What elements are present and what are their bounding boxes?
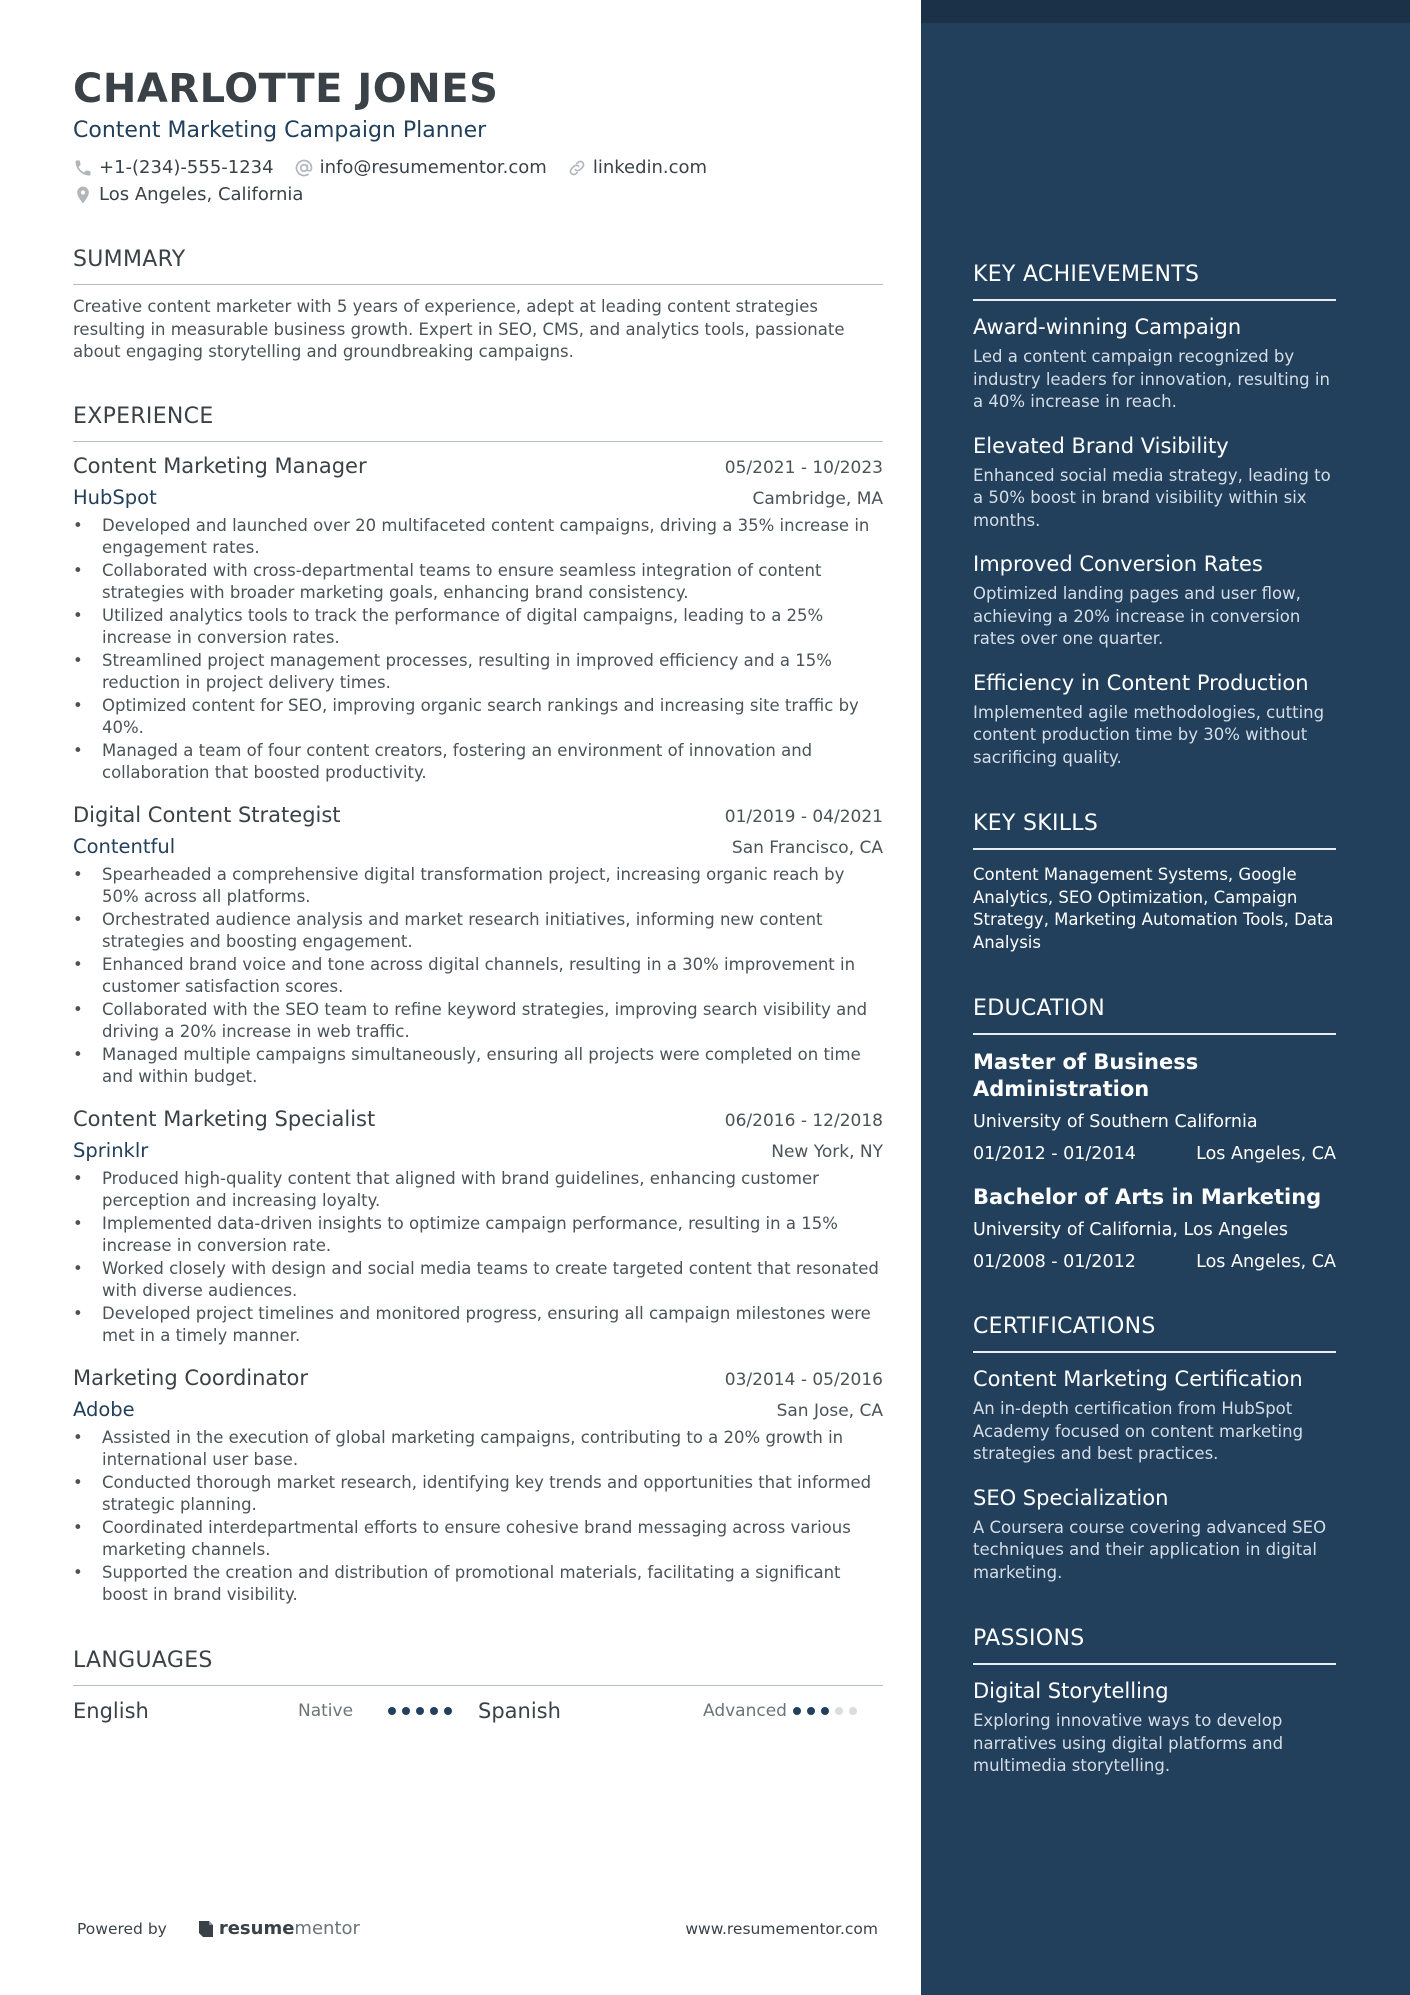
skills-section (973, 811, 1336, 954)
achievements-section (973, 262, 1336, 769)
experience-section (73, 404, 883, 1607)
certifications-item-desc: An in-depth certification from HubSpot Academy focused on content marketing strategies and best practices. (973, 1399, 1304, 1463)
job-dates: 05/2021 - 10/2023 (724, 457, 883, 478)
education-meta-row (973, 1252, 1336, 1272)
job-entry (73, 454, 883, 785)
email-text[interactable]: info@resumementor.com (319, 157, 547, 178)
passion-list (973, 1679, 1336, 1778)
education-title: EDUCATION (973, 996, 1336, 1035)
bullet-item: • Worked closely with design and social media teams to create targeted content that resonated with diverse audiences. (73, 1258, 883, 1303)
location-pin-icon (73, 185, 93, 205)
education-dates: 01/2008 - 01/2012 (973, 1252, 1136, 1272)
job-company: Adobe (73, 1397, 135, 1421)
bullet-item: • Supported the creation and distribution of promotional materials, facilitating a significant boost in brand visibility. (73, 1562, 883, 1607)
bullet-item: • Assisted in the execution of global marketing campaigns, contributing to a 20% growth in international user base. (73, 1427, 883, 1472)
bullet-item: • Conducted thorough market research, identifying key trends and opportunities that informed strategic planning. (73, 1472, 883, 1517)
at-icon (294, 158, 314, 178)
achievements-title: KEY ACHIEVEMENTS (973, 262, 1336, 301)
job-location: San Jose, CA (776, 1400, 883, 1421)
job-dates: 03/2014 - 05/2016 (724, 1369, 883, 1390)
job-bullets (73, 515, 883, 785)
job-company-row (73, 486, 883, 509)
certifications-title: CERTIFICATIONS (973, 1314, 1336, 1353)
rating-dot (793, 1707, 801, 1715)
job-entry (73, 1366, 883, 1607)
achievement-list (973, 315, 1336, 769)
certification-list (973, 1367, 1336, 1584)
passions-section (973, 1626, 1336, 1778)
achievements-item-title: Efficiency in Content Production (973, 670, 1309, 695)
job-entry (73, 803, 883, 1089)
passions-title: PASSIONS (973, 1626, 1336, 1665)
education-degree: Bachelor of Arts in Marketing (973, 1185, 1322, 1209)
education-dates: 01/2012 - 01/2014 (973, 1144, 1136, 1164)
bullet-item: • Enhanced brand voice and tone across digital channels, resulting in a 30% improvement in customer satisfaction scores. (73, 954, 883, 999)
bullet-item: • Streamlined project management processes, resulting in improved efficiency and a 15% reduction in project delivery times. (73, 650, 883, 695)
sidebar-topbar (921, 0, 1410, 23)
achievements-item-title: Award-winning Campaign (973, 315, 1242, 339)
location-text: Los Angeles, California (99, 184, 304, 205)
bullet-item: • Managed a team of four content creators, fostering an environment of innovation and collaboration that boosted productivity. (73, 740, 883, 785)
language-name: Spanish (478, 1698, 561, 1723)
job-company: HubSpot (73, 485, 157, 509)
phone-text[interactable]: +1-(234)-555-1234 (99, 157, 274, 178)
job-header-row (73, 454, 883, 478)
achievements-item-desc: Led a content campaign recognized by industry leaders for innovation, resulting in a 40% increase in reach. (973, 347, 1330, 411)
contact-location (73, 184, 303, 205)
job-bullets (73, 1427, 883, 1607)
achievements-item-title: Elevated Brand Visibility (973, 433, 1229, 458)
certifications-item-title: SEO Specialization (973, 1485, 1169, 1510)
job-title: Digital Content Strategist (73, 802, 341, 827)
job-header-row (73, 1366, 883, 1390)
experience-title: EXPERIENCE (73, 404, 883, 442)
footer-powered (77, 1918, 360, 1939)
job-company-row (73, 835, 883, 858)
job-company-row (73, 1398, 883, 1421)
rating-dot (430, 1707, 438, 1715)
summary-text: Creative content marketer with 5 years of experience, adept at leading content strategies resulting in measurable business growth. Expert in SEO, CMS, and analytics tools, passionate about engaging storytelling and groundbreaking campaigns. (73, 297, 845, 361)
bullet-item: • Collaborated with cross-departmental teams to ensure seamless integration of content strategies with broader marketing goals, enhancing brand consistency. (73, 560, 883, 605)
education-degree: Master of Business Administration (973, 1050, 1199, 1101)
achievements-item-desc: Implemented agile methodologies, cutting content production time by 30% without sacrificing quality. (973, 702, 1325, 767)
job-dates: 01/2019 - 04/2021 (724, 806, 883, 827)
language-name: English (73, 1698, 149, 1723)
contact-phone (73, 157, 274, 178)
linkedin-text[interactable]: linkedin.com (592, 157, 708, 178)
certifications-item-desc: A Coursera course covering advanced SEO techniques and their application in digital marketing. (973, 1517, 1327, 1582)
job-company-row (73, 1139, 883, 1162)
skills-text: Content Management Systems, Google Analytics, SEO Optimization, Campaign Strategy, Marketing Automation Tools, Data Analysis (973, 865, 1334, 952)
contact-linkedin (567, 157, 707, 178)
education-school: University of Southern California (973, 1112, 1258, 1132)
languages-title: LANGUAGES (73, 1648, 883, 1686)
bullet-item: • Developed and launched over 20 multifaceted content campaigns, driving a 35% increase in engagement rates. (73, 515, 883, 560)
certifications-section (973, 1314, 1336, 1584)
candidate-name: CHARLOTTE JONES (73, 66, 499, 112)
job-list (73, 454, 883, 1607)
footer-website[interactable]: www.resumementor.com (685, 1920, 878, 1938)
achievements-item-desc: Optimized landing pages and user flow, achieving a 20% increase in conversion rates over one quarter. (973, 584, 1301, 648)
certifications-item-title: Content Marketing Certification (973, 1367, 1303, 1391)
job-header-row (73, 803, 883, 827)
powered-by-text: Powered by (77, 1919, 167, 1938)
job-location: Cambridge, MA (752, 488, 883, 509)
job-header-row (73, 1107, 883, 1131)
rating-dot (821, 1707, 829, 1715)
main-column (73, 62, 883, 1723)
brand-bold: resume (218, 1918, 295, 1939)
brand-icon (197, 1919, 215, 1939)
job-company: Contentful (73, 834, 176, 858)
achievements-item-title: Improved Conversion Rates (973, 552, 1263, 576)
language-list (73, 1699, 883, 1723)
bullet-item: • Orchestrated audience analysis and market research initiatives, informing new content strategies and boosting engagement. (73, 909, 883, 954)
languages-section (73, 1648, 883, 1723)
bullet-item: • Developed project timelines and monitored progress, ensuring all campaign milestones were met in a timely manner. (73, 1303, 883, 1348)
bullet-item: • Implemented data-driven insights to optimize campaign performance, resulting in a 15% increase in conversion rate. (73, 1213, 883, 1258)
achievements-item-desc: Enhanced social media strategy, leading to a 50% boost in brand visibility within six months. (973, 465, 1331, 530)
bullet-item: • Spearheaded a comprehensive digital transformation project, increasing organic reach by 50% across all platforms. (73, 864, 883, 909)
language-rating (388, 1707, 458, 1715)
rating-dot (416, 1707, 424, 1715)
rating-dot (444, 1707, 452, 1715)
contact-email (294, 157, 547, 178)
bullet-item: • Optimized content for SEO, improving organic search rankings and increasing site traffic by 40%. (73, 695, 883, 740)
passions-item-desc: Exploring innovative ways to develop narratives using digital platforms and multimedia storytelling. (973, 1711, 1284, 1775)
sidebar (921, 0, 1410, 1995)
rating-dot (835, 1707, 843, 1715)
bullet-item: • Managed multiple campaigns simultaneously, ensuring all projects were completed on time and within budget. (73, 1044, 883, 1089)
language-item (478, 1699, 883, 1723)
education-school: University of California, Los Angeles (973, 1220, 1289, 1240)
bullet-item: • Utilized analytics tools to track the performance of digital campaigns, leading to a 25% increase in conversion rates. (73, 605, 883, 650)
language-level: Native (298, 1700, 354, 1721)
job-title: Content Marketing Specialist (73, 1106, 376, 1131)
contact-row (73, 157, 883, 178)
job-location: San Francisco, CA (731, 837, 883, 858)
job-title: Content Marketing Manager (73, 453, 367, 478)
language-item (73, 1699, 478, 1723)
summary-section (73, 247, 883, 364)
job-entry (73, 1107, 883, 1348)
language-rating (793, 1707, 863, 1715)
education-section (973, 996, 1336, 1272)
candidate-role: Content Marketing Campaign Planner (73, 118, 487, 143)
contact-row-location (73, 184, 883, 205)
rating-dot (402, 1707, 410, 1715)
education-list (973, 1049, 1336, 1272)
summary-title: SUMMARY (73, 247, 883, 285)
rating-dot (849, 1707, 857, 1715)
link-icon (567, 158, 587, 178)
bullet-item: • Coordinated interdepartmental efforts to ensure cohesive brand messaging across various marketing channels. (73, 1517, 883, 1562)
education-meta-row (973, 1144, 1336, 1164)
education-location: Los Angeles, CA (1196, 1144, 1336, 1164)
job-company: Sprinklr (73, 1138, 149, 1162)
job-title: Marketing Coordinator (73, 1365, 309, 1390)
brand-logo[interactable] (197, 1918, 360, 1939)
phone-icon (73, 158, 93, 178)
job-dates: 06/2016 - 12/2018 (724, 1110, 883, 1131)
job-location: New York, NY (771, 1141, 883, 1162)
language-level: Advanced (703, 1700, 787, 1721)
passions-item-title: Digital Storytelling (973, 1679, 1169, 1703)
bullet-item: • Collaborated with the SEO team to refine keyword strategies, improving search visibility and driving a 20% increase in web traffic. (73, 999, 883, 1044)
job-bullets (73, 864, 883, 1089)
education-location: Los Angeles, CA (1196, 1252, 1336, 1272)
job-bullets (73, 1168, 883, 1348)
sidebar-content (973, 262, 1336, 1820)
skills-title: KEY SKILLS (973, 811, 1336, 850)
rating-dot (388, 1707, 396, 1715)
brand-light: mentor (294, 1918, 360, 1939)
rating-dot (807, 1707, 815, 1715)
bullet-item: • Produced high-quality content that aligned with brand guidelines, enhancing customer perception and increasing loyalty. (73, 1168, 883, 1213)
